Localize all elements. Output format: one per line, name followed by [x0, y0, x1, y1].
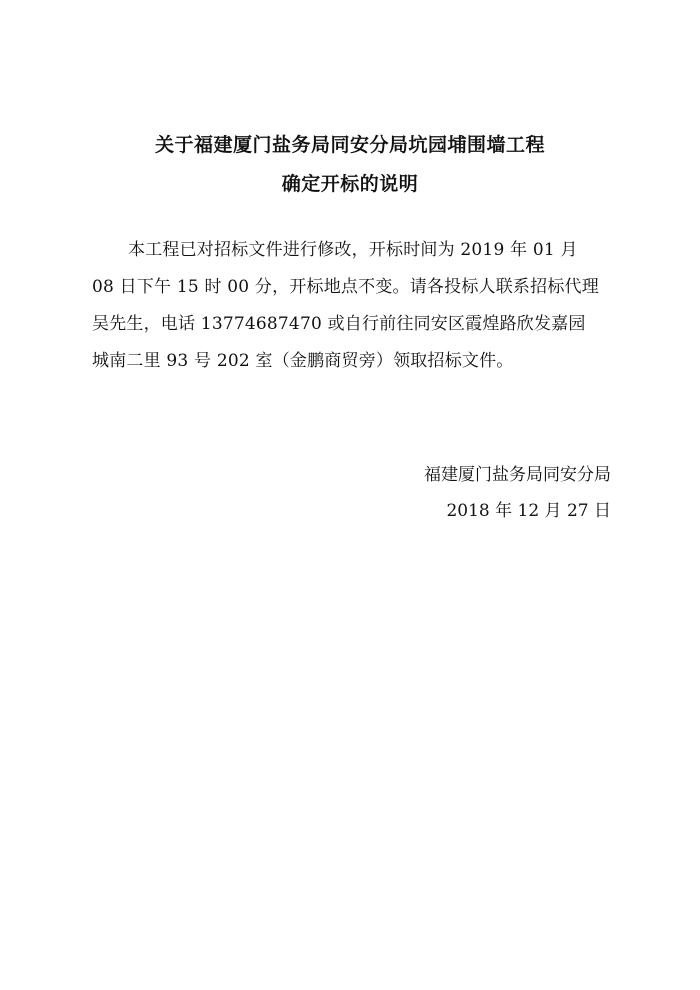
body-line-3: 吴先生，电话 13774687470 或自行前往同安区霞煌路欣发嘉园: [92, 314, 586, 334]
document-body: [92, 232, 612, 380]
body-line-1: 本工程已对招标文件进行修改，开标时间为 2019 年 01 月: [128, 240, 578, 260]
signature-date: 2018 年 12 月 27 日: [446, 501, 611, 521]
document-title-line-1: 关于福建厦门盐务局同安分局坑园埔围墙工程: [154, 134, 545, 156]
body-line-2: 08 日下午 15 时 00 分，开标地点不变。请各投标人联系招标代理: [92, 277, 599, 297]
body-line-4: 城南二里 93 号 202 室（金鹏商贸旁）领取招标文件。: [92, 351, 514, 371]
signature-organization: 福建厦门盐务局同安分局: [424, 465, 611, 485]
document-title-line-2: 确定开标的说明: [281, 173, 419, 195]
